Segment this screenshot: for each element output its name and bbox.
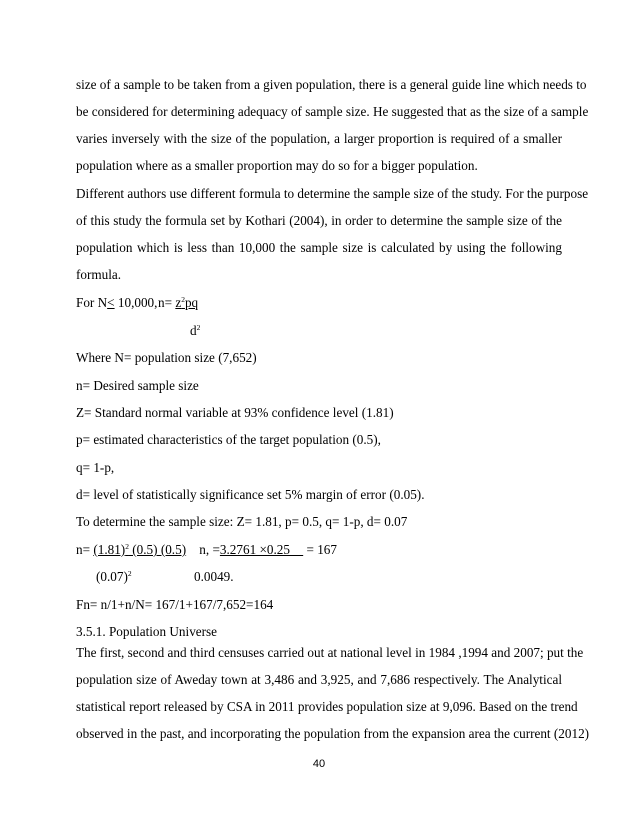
paragraph-3-line-4: observed in the past, and incorporating the population from the expansion area the current (2012) [76, 726, 590, 741]
paragraph-1-line-4: population where as a smaller proportion may do so for a bigger population. [76, 158, 478, 173]
section-heading: 3.5.1. Population Universe [76, 624, 218, 639]
paragraph-3-line-3: statistical report released by CSA in 2011 provides population size at 9,096. Based on the trend [76, 699, 578, 714]
final-sample-size: Fn= n/1+n/N= 167/1+167/7,652=164 [76, 597, 274, 612]
determine-sample-size: To determine the sample size: Z= 1.81, p= 0.5, q= 1-p, d= 0.07 [76, 514, 408, 529]
formula-for-n: For N< 10,000, [76, 295, 158, 310]
paragraph-2-line-4: formula. [76, 267, 122, 282]
paragraph-3-line-2: population size of Aweday town at 3,486 and 3,925, and 7,686 respectively. The Analytical [76, 672, 562, 687]
paragraph-2-line-1: Different authors use different formula to determine the sample size of the study. For the purpose [76, 186, 589, 201]
paragraph-1-line-1: size of a sample to be taken from a given population, there is a general guide line which needs to [76, 77, 587, 92]
definition-Z: Z= Standard normal variable at 93% confidence level (1.81) [76, 405, 394, 420]
formula-n-numerator: $n= z^2pq$ [158, 295, 199, 310]
definition-n: n= Desired sample size [76, 378, 199, 393]
definition-p: p= estimated characteristics of the target population (0.5), [76, 432, 381, 447]
definition-d: d= level of statistically significance set 5% margin of error (0.05). [76, 487, 425, 502]
page-number: 40 [312, 758, 326, 770]
calculation-numerator: $n= (1.81)^2$ (0.5) (0.5) n, =3.2761 ×0.25 = 167 [76, 542, 337, 557]
paragraph-3-line-1: The first, second and third censuses carried out at national level in 1984 ,1994 and 2007; put the [76, 645, 584, 660]
paragraph-1-line-2: be considered for determining adequacy of sample size. He suggested that as the size of a sample [76, 104, 589, 119]
paragraph-2-line-2: of this study the formula set by Kothari (2004), in order to determine the sample size of the [76, 213, 562, 228]
paragraph-2-line-3: population which is less than 10,000 the sample size is calculated by using the following [76, 240, 562, 255]
formula-line [76, 295, 562, 311]
definition-N: Where N= population size (7,652) [76, 350, 257, 365]
definition-q: q= 1-p, [76, 460, 115, 475]
paragraph-1-line-3: varies inversely with the size of the population, a larger proportion is required of a smaller [76, 131, 562, 146]
